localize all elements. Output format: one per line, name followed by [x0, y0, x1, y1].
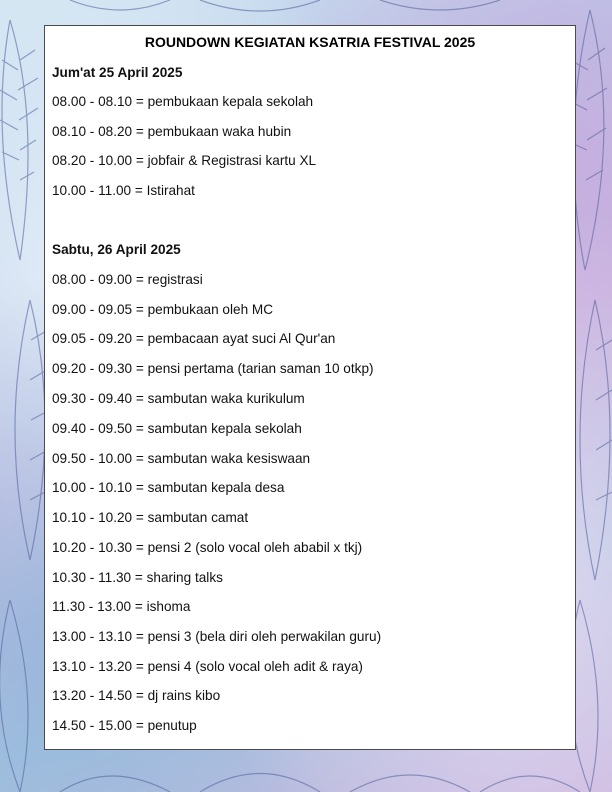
schedule-item: 08.20 - 10.00 = jobfair & Registrasi kartu XL	[52, 153, 317, 168]
day-1-heading: Jum'at 25 April 2025	[52, 65, 183, 80]
schedule-item: 09.50 - 10.00 = sambutan waka kesiswaan	[52, 451, 311, 466]
schedule-item: 13.00 - 13.10 = pensi 3 (bela diri oleh perwakilan guru)	[52, 629, 382, 644]
schedule-item: 10.00 - 10.10 = sambutan kepala desa	[52, 480, 285, 495]
schedule-item: 09.40 - 09.50 = sambutan kepala sekolah	[52, 421, 302, 436]
schedule-item: 09.30 - 09.40 = sambutan waka kurikulum	[52, 391, 305, 406]
schedule-panel	[44, 25, 576, 750]
schedule-item: 08.10 - 08.20 = pembukaan waka hubin	[52, 124, 292, 139]
schedule-item: 10.10 - 10.20 = sambutan camat	[52, 510, 249, 525]
schedule-item: 09.00 - 09.05 = pembukaan oleh MC	[52, 302, 274, 317]
schedule-item: 10.20 - 10.30 = pensi 2 (solo vocal oleh ababil x tkj)	[52, 540, 363, 555]
schedule-item: 13.20 - 14.50 = dj rains kibo	[52, 688, 221, 703]
schedule-item: 10.00 - 11.00 = Istirahat	[52, 183, 195, 198]
schedule-item: 14.50 - 15.00 = penutup	[52, 718, 197, 733]
schedule-item: 08.00 - 08.10 = pembukaan kepala sekolah	[52, 94, 314, 109]
schedule-item: 09.05 - 09.20 = pembacaan ayat suci Al Qur'an	[52, 331, 336, 346]
schedule-item: 11.30 - 13.00 = ishoma	[52, 599, 191, 614]
document-title: ROUNDOWN KEGIATAN KSATRIA FESTIVAL 2025	[144, 34, 476, 50]
schedule-item: 10.30 - 11.30 = sharing talks	[52, 570, 223, 585]
schedule-item: 13.10 - 13.20 = pensi 4 (solo vocal oleh adit & raya)	[52, 659, 363, 674]
day-2-heading: Sabtu, 26 April 2025	[52, 242, 181, 257]
schedule-item: 09.20 - 09.30 = pensi pertama (tarian saman 10 otkp)	[52, 361, 374, 376]
schedule-item: 08.00 - 09.00 = registrasi	[52, 272, 203, 287]
